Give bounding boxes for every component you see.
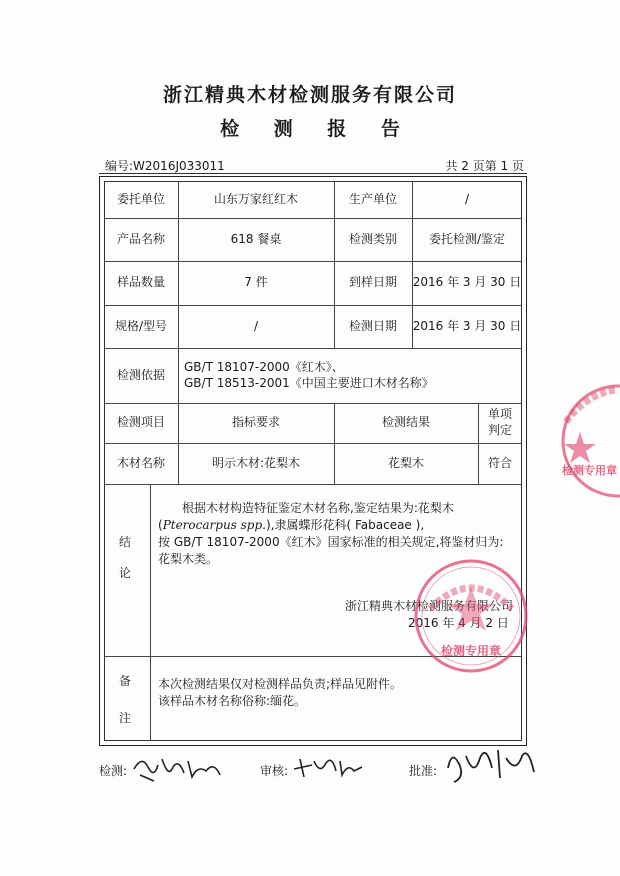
judge-header <box>478 403 522 443</box>
producer-label: 生产单位 <box>348 191 397 206</box>
remarks-label-char1: 备 <box>119 674 132 688</box>
basis-standard-1: GB/T 18107-2000《红木》、 <box>184 359 344 374</box>
basis-standard-2: GB/T 18513-2001《中国主要进口木材名称》 <box>184 375 434 390</box>
conclusion-line-3: 按 GB/T 18107-2000《红木》国家标准的相关规定,将鉴材归为: <box>158 535 504 549</box>
arrival-date-value: 2016 年 3 月 30 日 <box>412 275 522 290</box>
spec-label: 规格/型号 <box>114 318 168 333</box>
remarks-text <box>158 676 518 710</box>
wood-judgement: 符合 <box>487 455 512 470</box>
conclusion-label-char1: 结 <box>119 535 132 549</box>
wood-requirement: 明示木材:花梨木 <box>211 455 301 470</box>
wood-result: 花梨木 <box>387 455 424 470</box>
approver-handwritten-signature <box>440 738 540 790</box>
latin-open: ( <box>158 518 163 532</box>
product-value: 618 餐桌 <box>230 231 282 246</box>
product-label: 产品名称 <box>116 231 165 246</box>
tester-signature-label: 检测: <box>99 764 128 778</box>
test-type-value: 委托检测/鉴定 <box>428 231 506 246</box>
page-info: 共 2 页第 1 页 <box>445 159 524 173</box>
conclusion-line-2 <box>158 517 518 534</box>
wood-name-label: 木材名称 <box>116 455 165 470</box>
spec-value: / <box>253 318 259 333</box>
remarks-label-char2: 注 <box>119 711 132 725</box>
remarks-line-1: 本次检测结果仅对检测样品负责;样品见附件。 <box>158 677 403 691</box>
report-number-label: 编号: <box>105 159 134 173</box>
edge-seal-stamp <box>556 382 620 500</box>
edge-seal-text: 检测专用章 <box>562 464 617 477</box>
quantity-label: 样品数量 <box>116 275 165 290</box>
remarks-label <box>119 672 131 726</box>
company-name: 浙江精典木材检测服务有限公司 <box>162 84 457 106</box>
conclusion-label <box>119 533 131 581</box>
issuing-organization: 浙江精典木材检测服务有限公司 <box>345 599 514 613</box>
tester-handwritten-signature <box>128 747 228 787</box>
official-seal-stamp <box>412 557 530 675</box>
client-label: 委托单位 <box>116 191 165 206</box>
quantity-value: 7 件 <box>244 275 268 290</box>
reviewer-signature-label: 审核: <box>260 764 289 778</box>
basis-label: 检测依据 <box>116 367 165 382</box>
issue-date: 2016 年 4 月 2 日 <box>408 616 509 630</box>
producer-value: / <box>464 191 470 206</box>
approver-signature-label: 批准: <box>409 764 438 778</box>
test-date-value: 2016 年 3 月 30 日 <box>412 318 522 333</box>
header-rule <box>99 173 527 174</box>
judge-header-line2: 判定 <box>487 423 512 437</box>
client-value: 山东万家红红木 <box>213 191 298 206</box>
test-date-label: 检测日期 <box>348 318 397 333</box>
item-label: 检测项目 <box>116 415 165 430</box>
reviewer-handwritten-signature <box>290 751 366 783</box>
seal-text: 检测专用章 <box>440 644 502 658</box>
judge-header-line1: 单项 <box>487 407 512 422</box>
row-divider <box>104 484 522 485</box>
column-divider <box>150 484 151 741</box>
conclusion-line-4: 花梨木类。 <box>158 552 219 566</box>
arrival-date-label: 到样日期 <box>348 275 397 290</box>
report-title: 检 测 报 告 <box>220 118 414 140</box>
report-number-value: W2016J033011 <box>133 159 225 173</box>
requirement-header: 指标要求 <box>231 415 280 430</box>
latin-name: Pterocarpus spp. <box>162 518 266 532</box>
result-header: 检测结果 <box>381 415 430 430</box>
basis-value <box>178 348 522 403</box>
report-number <box>105 157 225 174</box>
test-type-label: 检测类别 <box>348 231 397 246</box>
conclusion-line-1: 根据木材构造特征鉴定木材名称,鉴定结果为:花梨木 <box>182 501 454 515</box>
conclusion-line-2-rest: ),隶属蝶形花科( Fabaceae ), <box>265 518 425 532</box>
remarks-line-2: 该样品木材名称俗称:缅花。 <box>158 694 307 708</box>
conclusion-label-char2: 论 <box>119 566 132 580</box>
